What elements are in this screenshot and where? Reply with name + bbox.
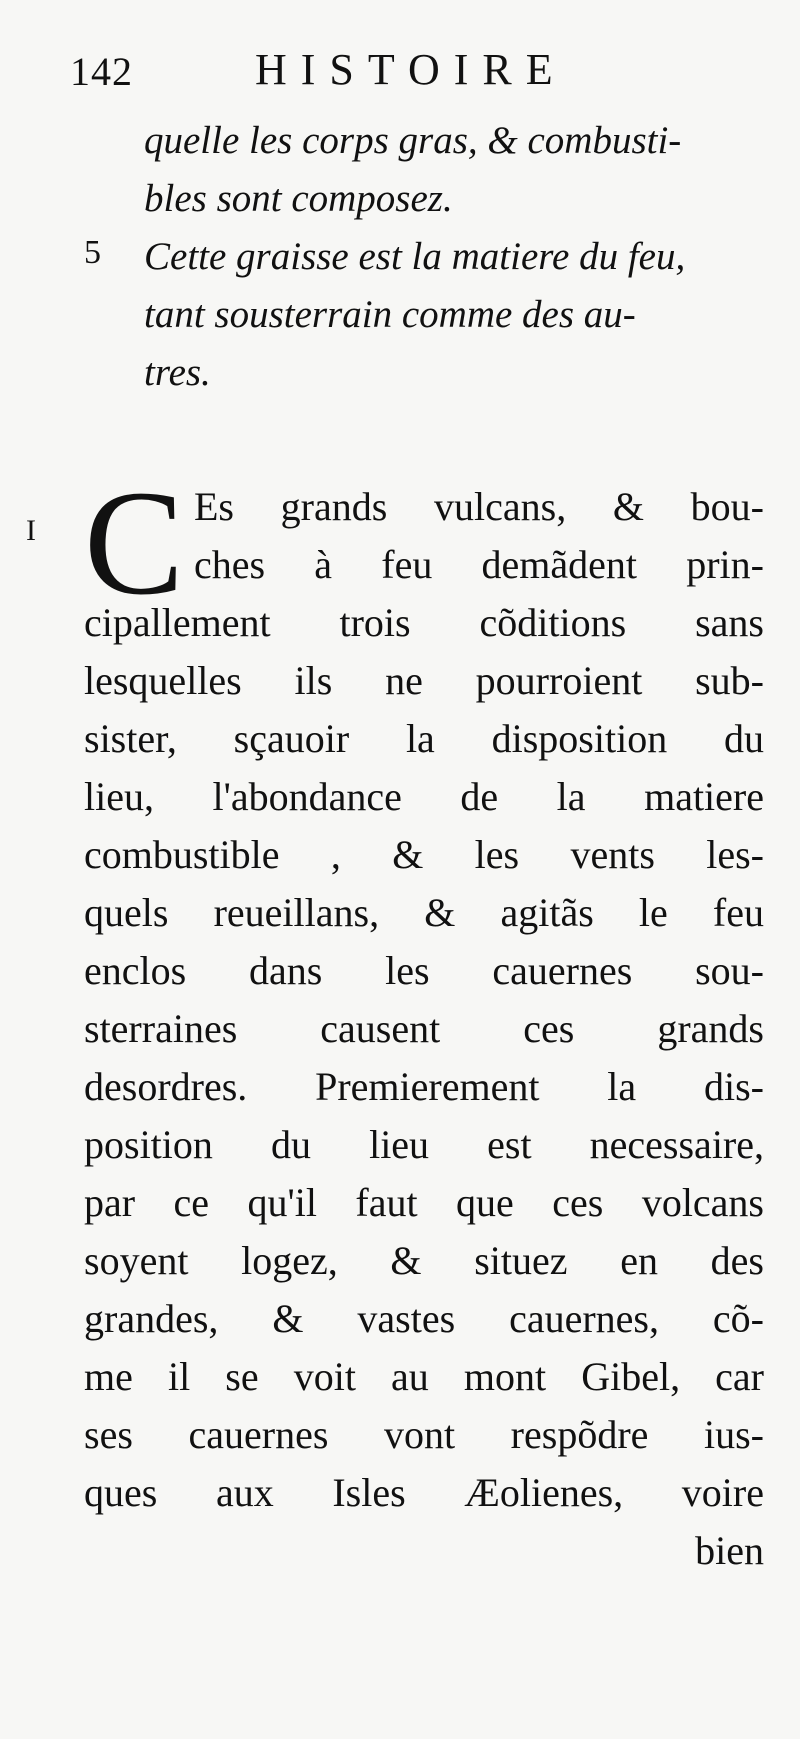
text-line: par ce qu'il faut que ces volcans — [84, 1180, 764, 1225]
text-line: quels reueillans, & agitãs le feu — [84, 890, 764, 935]
text-line: ques aux Isles Æolienes, voire — [84, 1470, 764, 1515]
summary-line: bles sont composez. — [144, 177, 453, 220]
summary-line: tres. — [144, 351, 211, 394]
drop-cap: C — [84, 460, 185, 626]
text-line: lieu, l'abondance de la matiere — [84, 774, 764, 819]
summary-item — [84, 228, 764, 402]
summary-line: quelle les corps gras, & combusti- — [144, 119, 682, 162]
catchword: bien — [695, 1528, 764, 1573]
text-line: lesquelles ils ne pourroient sub- — [84, 658, 764, 703]
text-line: me il se voit au mont Gibel, car — [84, 1354, 764, 1399]
summary-line: tant sousterrain comme des au- — [144, 293, 636, 336]
summary-line: Cette graisse est la matiere du feu, — [144, 235, 686, 278]
chapter-summary — [84, 112, 764, 402]
text-line: combustible , & les vents les- — [84, 832, 764, 877]
section-number: I — [26, 514, 36, 547]
text-line: ches à feu demãdent prin- — [194, 542, 764, 587]
text-line: sterraines causent ces grands — [84, 1006, 764, 1051]
text-line: grandes, & vastes cauernes, cõ- — [84, 1296, 764, 1341]
text-line: sister, sçauoir la disposition du — [84, 716, 764, 761]
text-line: cipallement trois cõditions sans — [84, 600, 764, 645]
text-line: enclos dans les cauernes sou- — [84, 948, 764, 993]
body-text — [84, 460, 764, 1580]
page-header — [70, 44, 670, 104]
text-line: desordres. Premierement la dis- — [84, 1064, 764, 1109]
page-number: 142 — [70, 49, 133, 94]
text-line: ses cauernes vont respõdre ius- — [84, 1412, 764, 1457]
text-line: Es grands vulcans, & bou- — [194, 484, 764, 529]
running-title: HISTOIRE — [255, 45, 567, 94]
text-line: position du lieu est necessaire, — [84, 1122, 764, 1167]
text-line: soyent logez, & situez en des — [84, 1238, 764, 1283]
summary-item — [84, 112, 764, 228]
summary-number: 5 — [84, 234, 101, 271]
